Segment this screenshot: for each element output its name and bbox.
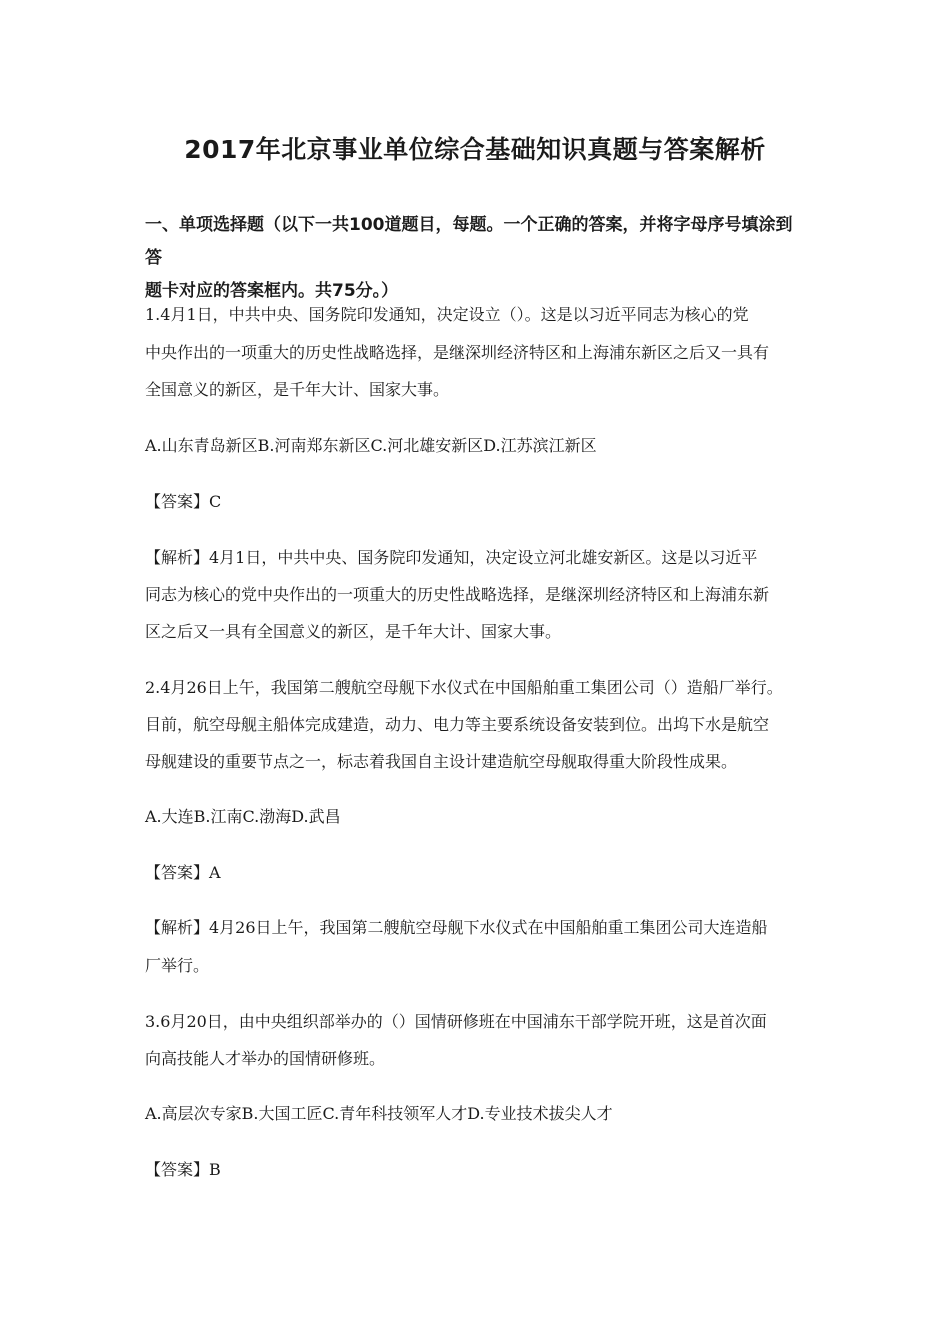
q3-options: A.高层次专家B.大国工匠C.青年科技领军人才D.专业技术拔尖人才 xyxy=(145,1104,613,1123)
q3-stem-line: 向高技能人才举办的国情研修班。 xyxy=(145,1049,386,1068)
section-heading-line: 一、单项选择题（以下一共100道题目，每题。一个正确的答案，并将字母序号填涂到答 xyxy=(145,215,793,268)
document-title: 2017年北京事业单位综合基础知识真题与答案解析 xyxy=(184,135,766,164)
q2-stem-line: 母舰建设的重要节点之一，标志着我国自主设计建造航空母舰取得重大阶段性成果。 xyxy=(145,752,738,771)
q1-stem-line: 全国意义的新区，是千年大计、国家大事。 xyxy=(145,380,450,399)
q2-stem-line: 2.4月26日上午，我国第二艘航空母舰下水仪式在中国船舶重工集团公司（）造船厂举行。 xyxy=(145,678,783,697)
q1-analysis-line: 同志为核心的党中央作出的一项重大的历史性战略选择，是继深圳经济特区和上海浦东新 xyxy=(145,585,770,604)
section-heading-line: 题卡对应的答案框内。共75分。） xyxy=(145,281,399,301)
q2-answer: 【答案】A xyxy=(145,863,221,882)
q2-stem-line: 目前，航空母舰主船体完成建造，动力、电力等主要系统设备安装到位。出坞下水是航空 xyxy=(145,715,770,734)
q1-analysis-line: 【解析】4月1日，中共中央、国务院印发通知，决定设立河北雄安新区。这是以习近平 xyxy=(145,548,758,567)
q3-stem-line: 3.6月20日，由中央组织部举办的（）国情研修班在中国浦东干部学院开班，这是首次面 xyxy=(145,1012,767,1031)
q2-analysis-line: 厂举行。 xyxy=(145,956,210,975)
q1-answer: 【答案】C xyxy=(145,492,222,511)
q1-options: A.山东青岛新区B.河南郑东新区C.河北雄安新区D.江苏滨江新区 xyxy=(145,436,597,455)
q2-options: A.大连B.江南C.渤海D.武昌 xyxy=(145,807,341,826)
q2-analysis-line: 【解析】4月26日上午，我国第二艘航空母舰下水仪式在中国船舶重工集团公司大连造船 xyxy=(145,918,768,937)
q1-stem-line: 中央作出的一项重大的历史性战略选择，是继深圳经济特区和上海浦东新区之后又一具有 xyxy=(145,343,770,362)
section-heading xyxy=(145,209,805,308)
q1-stem-line: 1.4月1日，中共中央、国务院印发通知，决定设立（）。这是以习近平同志为核心的党 xyxy=(145,305,749,324)
q3-answer: 【答案】B xyxy=(145,1160,221,1179)
q1-analysis-line: 区之后又一具有全国意义的新区，是千年大计、国家大事。 xyxy=(145,622,562,641)
